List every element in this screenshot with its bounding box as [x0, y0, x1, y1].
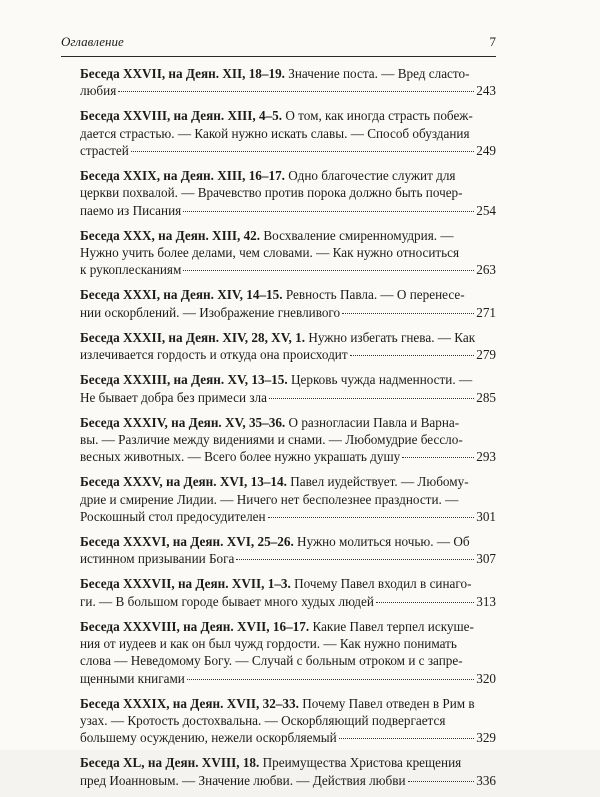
toc-entry-page: 313 — [476, 593, 496, 609]
toc-entry-line — [80, 184, 496, 201]
toc-entry — [80, 286, 496, 321]
toc-entry-description: Почему Павел отведен в Рим в — [298, 695, 475, 711]
toc-entry — [80, 575, 496, 610]
dot-leader — [269, 398, 474, 399]
toc-entry-line — [80, 202, 496, 219]
toc-entry-description: весных животных. — Всего более нужно украшать душу — [80, 449, 401, 465]
toc-entry-description: Роскошный стол предосудителен — [80, 508, 266, 524]
dot-leader — [402, 457, 474, 458]
toc-entry-description: узах. — Кротость достохвальна. — Оскорбляющий подвергается — [80, 713, 446, 729]
toc-entry-description: Нужно молиться ночью. — Об — [293, 534, 470, 549]
toc-entry-description: О том, как иногда страсть побеж- — [282, 108, 473, 124]
toc-entry-text — [80, 593, 374, 610]
toc-entry-description: к рукоплесканиям — [80, 262, 182, 278]
toc-entry-page: 293 — [476, 449, 496, 465]
toc-entry-text — [80, 448, 400, 465]
toc-entry-line — [80, 346, 496, 363]
toc-entry-description: щенными книгами — [80, 670, 185, 686]
toc-entry-line — [80, 304, 496, 321]
toc-entry-description: Какие Павел терпел искуше- — [309, 618, 474, 634]
dot-leader — [376, 602, 474, 603]
toc-entry-description: Одно благочестие служит для — [284, 168, 456, 184]
toc-entry-page: 249 — [476, 142, 496, 158]
toc-entry-text — [80, 261, 181, 278]
toc-entry-description: Ревность Павла. — О перенесе- — [282, 287, 465, 303]
toc-entry-line — [80, 491, 496, 508]
toc-entry-text — [80, 202, 181, 219]
toc-entry-description: страстей — [80, 142, 129, 158]
toc-entry-title: Беседа XXVIII, на Деян. XIII, 4–5. — [80, 108, 283, 124]
toc-entry-description: Восхваление смиренномудрия. — — [260, 227, 454, 243]
toc-entry-line — [80, 550, 496, 567]
dot-leader — [408, 781, 475, 782]
toc-entry-title: Беседа XXXVI, на Деян. XVI, 25–26. — [80, 534, 294, 549]
toc-entry-line — [80, 772, 496, 789]
dot-leader — [131, 151, 474, 152]
toc-entry-page: 301 — [476, 508, 496, 524]
section-title: Оглавление — [61, 34, 124, 49]
toc-entry-title: Беседа XXXIV, на Деян. XV, 35–36. — [80, 414, 286, 430]
toc-entry-line — [80, 329, 496, 346]
toc-entry-page: 307 — [476, 551, 496, 567]
toc-entry-title: Беседа XXXVIII, на Деян. XVII, 16–17. — [80, 618, 310, 634]
dot-leader — [268, 517, 475, 518]
dot-leader — [183, 270, 474, 271]
toc-entry — [80, 329, 496, 364]
toc-entry-line — [80, 167, 496, 184]
toc-entry-description: ния от иудеев и как он был чужд гордости. — Как нужно понимать — [80, 636, 457, 652]
toc-entry-line — [80, 508, 496, 525]
toc-entry-description: Почему Павел входил в синаго- — [290, 576, 472, 592]
toc-entry-page: 271 — [476, 304, 496, 320]
toc-entry-page: 263 — [476, 262, 496, 278]
toc-entry-line — [80, 670, 496, 687]
table-of-contents — [80, 65, 496, 797]
toc-entry-description: Не бывает добра без примеси зла — [80, 389, 267, 405]
toc-entry-description: О разногласии Павла и Варна- — [285, 414, 460, 430]
toc-entry-description: дается страстью. — Какой нужно искать славы. — Способ обуздания — [80, 125, 470, 141]
toc-entry-line — [80, 244, 496, 261]
toc-entry-description: дрие и смирение Лидии. — Ничего нет бесполезнее праздности. — — [80, 491, 459, 507]
toc-entry-page: 279 — [476, 347, 496, 363]
toc-entry-line — [80, 695, 496, 712]
toc-entry — [80, 107, 496, 159]
toc-entry-title: Беседа XXX, на Деян. XIII, 42. — [80, 227, 261, 243]
page-number: 7 — [489, 34, 496, 49]
toc-entry-text — [80, 389, 267, 406]
dot-leader — [118, 91, 474, 92]
toc-entry-description: Преимущества Христова крещения — [259, 755, 462, 771]
toc-entry-description: большему осуждению, нежели оскорбляемый — [80, 730, 337, 746]
toc-entry-page: 336 — [476, 772, 496, 788]
toc-entry-page: 320 — [476, 670, 496, 686]
toc-entry-line — [80, 473, 496, 490]
toc-entry-line — [80, 448, 496, 465]
toc-entry-text — [80, 508, 266, 525]
toc-entry-description: ги. — В большом городе бывает много худых людей — [80, 593, 374, 609]
toc-entry — [80, 695, 496, 747]
toc-entry-line — [80, 618, 496, 635]
toc-entry-line — [80, 754, 496, 771]
header-rule — [61, 56, 496, 57]
toc-entry-title: Беседа XXXV, на Деян. XVI, 13–14. — [80, 474, 287, 490]
dot-leader — [339, 738, 475, 739]
toc-entry-title: Беседа XXXII, на Деян. XIV, 28, XV, 1. — [80, 329, 306, 345]
toc-entry-line — [80, 652, 496, 669]
toc-entry-line — [80, 107, 496, 124]
toc-entry-text — [80, 346, 348, 363]
toc-entry-description: паемо из Писания — [80, 202, 182, 218]
toc-entry-line — [80, 593, 496, 610]
toc-entry — [80, 371, 496, 406]
toc-entry — [80, 754, 496, 789]
toc-entry-description: Церковь чужда надменности. — — [287, 372, 473, 388]
toc-entry-page: 254 — [476, 202, 496, 218]
toc-entry-line — [80, 635, 496, 652]
toc-entry-text — [80, 772, 406, 789]
toc-entry-line — [80, 575, 496, 592]
toc-entry-title: Беседа XXXIX, на Деян. XVII, 32–33. — [80, 695, 299, 711]
toc-entry — [80, 167, 496, 219]
toc-entry-line — [80, 125, 496, 142]
toc-entry-text — [80, 304, 340, 321]
toc-entry-page: 243 — [476, 83, 496, 99]
toc-entry-line — [80, 431, 496, 448]
toc-entry-title: Беседа XXIX, на Деян. XIII, 16–17. — [80, 168, 285, 184]
toc-entry-title: Беседа XL, на Деян. XVIII, 18. — [80, 755, 260, 771]
toc-entry-description: слова — Неведомому Богу. — Случай с больным отроком и с запре- — [80, 653, 463, 669]
toc-entry-line — [80, 261, 496, 278]
toc-entry-line — [80, 65, 496, 82]
toc-entry-page: 329 — [476, 730, 496, 746]
toc-entry — [80, 227, 496, 279]
toc-entry — [80, 414, 496, 466]
toc-entry-line — [80, 286, 496, 303]
toc-entry-line — [80, 712, 496, 729]
toc-entry — [80, 533, 496, 568]
toc-entry — [80, 473, 496, 525]
toc-entry-description: излечивается гордость и откуда она происходит — [80, 347, 348, 363]
dot-leader — [183, 211, 474, 212]
toc-entry-text — [80, 550, 234, 567]
toc-entry-description: любия — [80, 83, 117, 99]
toc-entry-title: Беседа XXXVII, на Деян. XVII, 1–3. — [80, 576, 291, 592]
toc-entry-line — [80, 533, 496, 550]
toc-entry — [80, 65, 496, 100]
toc-entry-description: нии оскорблений. — Изображение гневливого — [80, 304, 341, 320]
toc-entry-description: Нужно учить более делами, чем словами. — Как нужно относиться — [80, 245, 460, 261]
toc-entry-text — [80, 670, 185, 687]
toc-entry-description: Значение поста. — Вред сласто- — [284, 66, 470, 81]
toc-entry-line — [80, 82, 496, 99]
dot-leader — [350, 355, 475, 356]
toc-entry-text — [80, 142, 129, 159]
toc-entry-description: истинном призывании Бога — [80, 551, 235, 567]
toc-entry-description: пред Иоанновым. — Значение любви. — Действия любви — [80, 772, 406, 788]
toc-entry-title: Беседа XXXIII, на Деян. XV, 13–15. — [80, 372, 288, 388]
toc-entry-text — [80, 729, 337, 746]
toc-entry-line — [80, 142, 496, 159]
toc-entry-description: Павел иудействует. — Любому- — [286, 474, 469, 490]
toc-entry-description: Нужно избегать гнева. — Как — [305, 329, 476, 345]
toc-entry — [80, 618, 496, 687]
dot-leader — [187, 679, 474, 680]
running-header — [61, 34, 496, 54]
dot-leader — [236, 559, 474, 560]
toc-entry-description: церкви похвалой. — Врачевство против порока должно быть почер- — [80, 185, 463, 201]
toc-entry-line — [80, 414, 496, 431]
toc-entry-description: вы. — Различие между видениями и снами. — Любомудрие бессло- — [80, 431, 463, 447]
toc-entry-line — [80, 389, 496, 406]
toc-entry-page: 285 — [476, 389, 496, 405]
dot-leader — [342, 313, 474, 314]
toc-entry-line — [80, 729, 496, 746]
toc-entry-title: Беседа XXVII, на Деян. XII, 18–19. — [80, 66, 285, 81]
toc-entry-line — [80, 371, 496, 388]
toc-entry-text — [80, 82, 116, 99]
toc-entry-line — [80, 227, 496, 244]
toc-entry-title: Беседа XXXI, на Деян. XIV, 14–15. — [80, 287, 283, 303]
